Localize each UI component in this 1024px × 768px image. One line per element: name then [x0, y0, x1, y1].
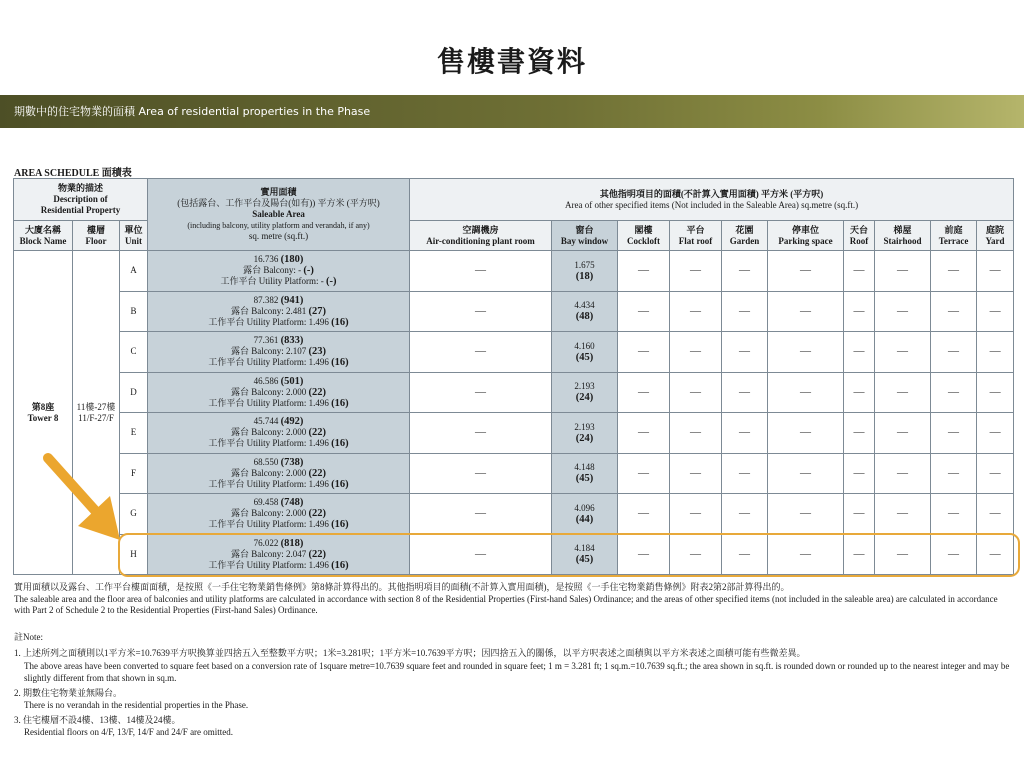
unit-cell: B — [120, 291, 148, 332]
other-item-cell: — — [670, 453, 722, 494]
other-item-cell: — — [977, 251, 1014, 292]
ac-plant-room-cell: — — [410, 534, 552, 575]
other-item-cell: — — [844, 453, 875, 494]
other-item-cell: — — [670, 332, 722, 373]
ac-plant-room-cell: — — [410, 453, 552, 494]
saleable-area-cell: 76.022 (818) 露台 Balcony: 2.047 (22) 工作平台 Utility Platform: 1.496 (16) — [148, 534, 410, 575]
bay-window-cell: 2.193 (24) — [552, 413, 618, 454]
other-item-cell: — — [875, 494, 931, 535]
table-row — [14, 372, 1014, 413]
other-item-cell: — — [844, 372, 875, 413]
other-item-cell: — — [931, 251, 977, 292]
other-item-cell: — — [977, 494, 1014, 535]
other-item-cell: — — [977, 332, 1014, 373]
item-header: 平台 Flat roof — [670, 221, 722, 251]
ac-plant-room-cell: — — [410, 332, 552, 373]
note-3-zh: 3. 住宅樓層不設4樓、13樓、14樓及24樓。 — [14, 715, 181, 725]
footnote — [14, 582, 1014, 617]
item-header: 前庭 Terrace — [931, 221, 977, 251]
other-item-cell: — — [875, 534, 931, 575]
footnote-zh: 實用面積以及露台、工作平台樓面面積，是按照《一手住宅物業銷售條例》第8條計算得出的。其他指明項目的面積(不計算入實用面積)，是按照《一手住宅物業銷售條例》附表2第2部計算得出的。 — [14, 582, 790, 592]
item-header: 窗台 Bay window — [552, 221, 618, 251]
item-header: 閣樓 Cockloft — [618, 221, 670, 251]
other-item-cell: — — [931, 372, 977, 413]
table-row — [14, 453, 1014, 494]
other-item-cell: — — [618, 453, 670, 494]
note-1-zh: 1. 上述所列之面積則以1平方米=10.7639平方呎換算並四捨五入至整數平方呎；1米=3.281呎；1平方米=10.7639平方呎；因四捨五入的關係，以平方呎表述之面積與以平方米表述之面積可能有些微差異。 — [14, 647, 806, 658]
other-item-cell: — — [931, 332, 977, 373]
bay-window-cell: 1.675 (18) — [552, 251, 618, 292]
other-item-cell: — — [931, 494, 977, 535]
other-item-cell: — — [722, 413, 768, 454]
other-item-cell: — — [844, 332, 875, 373]
other-item-cell: — — [618, 332, 670, 373]
other-item-cell: — — [931, 291, 977, 332]
floor-cell: 11樓-27樓 11/F-27/F — [73, 251, 120, 575]
unit-cell: A — [120, 251, 148, 292]
other-item-cell: — — [670, 413, 722, 454]
other-item-cell: — — [875, 332, 931, 373]
other-item-cell: — — [844, 494, 875, 535]
saleable-area-cell: 69.458 (748) 露台 Balcony: 2.000 (22) 工作平台 Utility Platform: 1.496 (16) — [148, 494, 410, 535]
orange-arrow-icon — [40, 450, 130, 550]
other-item-cell: — — [722, 332, 768, 373]
other-item-cell: — — [722, 534, 768, 575]
table-row — [14, 251, 1014, 292]
unit-cell: F — [120, 453, 148, 494]
note-2-zh: 2. 期數住宅物業並無陽台。 — [14, 688, 123, 698]
table-row — [14, 332, 1014, 373]
notes-heading: 註Note: — [14, 632, 43, 642]
other-item-cell: — — [768, 534, 844, 575]
item-header: 空調機房 Air-conditioning plant room — [410, 221, 552, 251]
unit-header: 單位 Unit — [120, 221, 148, 251]
unit-cell: C — [120, 332, 148, 373]
other-item-cell: — — [618, 291, 670, 332]
note-1-en: The above areas have been converted to square feet based on a conversion rate of 1square metre=10.7639 square feet and rounded in square feet; 1 m = 3.281 ft; 1 sq.m.=10.7639 sq.ft.; the area shown in sq.ft. is rounded down or rounded up to the nearest integer and may be slightly different from that shown in sq.m. — [24, 661, 1010, 683]
other-items-header: 其他指明項目的面積(不計算入實用面積) 平方米 (平方呎) Area of other specified items (Not included in the Saleable Area) sq.metre (sq.ft.) — [410, 179, 1014, 221]
other-item-cell: — — [618, 251, 670, 292]
saleable-area-header: 實用面積 (包括露台、工作平台及陽台(如有)) 平方米 (平方呎) Saleable Area (including balcony, utility platform and verandah, if any) sq. metre (sq.ft.) — [148, 179, 410, 251]
other-item-cell: — — [768, 251, 844, 292]
other-item-cell: — — [722, 494, 768, 535]
other-item-cell: — — [875, 453, 931, 494]
other-item-cell: — — [844, 413, 875, 454]
table-row — [14, 291, 1014, 332]
other-item-cell: — — [875, 291, 931, 332]
unit-cell: D — [120, 372, 148, 413]
other-item-cell: — — [670, 534, 722, 575]
ac-plant-room-cell: — — [410, 291, 552, 332]
block-name-cell: 第8座 Tower 8 — [14, 251, 73, 575]
table-row — [14, 413, 1014, 454]
ac-plant-room-cell: — — [410, 413, 552, 454]
unit-h-highlight-box — [118, 533, 1020, 577]
other-item-cell: — — [844, 534, 875, 575]
other-item-cell: — — [977, 413, 1014, 454]
bay-window-cell: 4.160 (45) — [552, 332, 618, 373]
other-item-cell: — — [977, 372, 1014, 413]
other-item-cell: — — [670, 494, 722, 535]
other-item-cell: — — [844, 291, 875, 332]
item-header: 停車位 Parking space — [768, 221, 844, 251]
ac-plant-room-cell: — — [410, 494, 552, 535]
other-item-cell: — — [768, 332, 844, 373]
item-header: 天台 Roof — [844, 221, 875, 251]
bay-window-cell: 2.193 (24) — [552, 372, 618, 413]
section-banner: 期數中的住宅物業的面積 Area of residential properties in the Phase — [0, 95, 1024, 128]
other-item-cell: — — [977, 534, 1014, 575]
other-item-cell: — — [618, 413, 670, 454]
other-item-cell: — — [931, 413, 977, 454]
other-item-cell: — — [768, 413, 844, 454]
other-item-cell: — — [722, 291, 768, 332]
other-item-cell: — — [875, 251, 931, 292]
other-item-cell: — — [670, 372, 722, 413]
area-schedule-table — [13, 178, 1014, 575]
ac-plant-room-cell: — — [410, 372, 552, 413]
unit-cell: H — [120, 534, 148, 575]
other-item-cell: — — [670, 291, 722, 332]
other-item-cell: — — [768, 453, 844, 494]
item-header: 庭院 Yard — [977, 221, 1014, 251]
other-item-cell: — — [722, 372, 768, 413]
saleable-area-cell: 68.550 (738) 露台 Balcony: 2.000 (22) 工作平台 Utility Platform: 1.496 (16) — [148, 453, 410, 494]
other-item-cell: — — [875, 413, 931, 454]
other-item-cell: — — [931, 453, 977, 494]
other-item-cell: — — [722, 251, 768, 292]
other-item-cell: — — [618, 494, 670, 535]
other-item-cell: — — [875, 372, 931, 413]
item-header: 梯屋 Stairhood — [875, 221, 931, 251]
saleable-area-cell: 77.361 (833) 露台 Balcony: 2.107 (23) 工作平台 Utility Platform: 1.496 (16) — [148, 332, 410, 373]
other-item-cell: — — [977, 291, 1014, 332]
saleable-area-cell: 46.586 (501) 露台 Balcony: 2.000 (22) 工作平台 Utility Platform: 1.496 (16) — [148, 372, 410, 413]
bay-window-cell: 4.184 (45) — [552, 534, 618, 575]
saleable-area-cell: 45.744 (492) 露台 Balcony: 2.000 (22) 工作平台 Utility Platform: 1.496 (16) — [148, 413, 410, 454]
schedule-title: AREA SCHEDULE 面積表 — [14, 168, 132, 179]
ac-plant-room-cell: — — [410, 251, 552, 292]
bay-window-cell: 4.148 (45) — [552, 453, 618, 494]
other-item-cell: — — [670, 251, 722, 292]
other-item-cell: — — [977, 453, 1014, 494]
item-header: 花園 Garden — [722, 221, 768, 251]
note-2-en: There is no verandah in the residential properties in the Phase. — [24, 699, 249, 710]
bay-window-cell: 4.096 (44) — [552, 494, 618, 535]
saleable-area-cell: 87.382 (941) 露台 Balcony: 2.481 (27) 工作平台 Utility Platform: 1.496 (16) — [148, 291, 410, 332]
schedule-body — [14, 251, 1014, 575]
block-name-header: 大廈名稱 Block Name — [14, 221, 73, 251]
other-item-cell: — — [768, 291, 844, 332]
other-item-cell: — — [618, 372, 670, 413]
notes-section — [14, 632, 1014, 738]
other-item-cell: — — [768, 372, 844, 413]
other-item-cell: — — [618, 534, 670, 575]
note-3-en: Residential floors on 4/F, 13/F, 14/F and 24/F are omitted. — [24, 726, 234, 737]
unit-cell: G — [120, 494, 148, 535]
other-item-cell: — — [931, 534, 977, 575]
desc-header: 物業的描述 Description of Residential Property — [14, 179, 148, 221]
unit-cell: E — [120, 413, 148, 454]
table-row — [14, 494, 1014, 535]
saleable-area-cell: 16.736 (180) 露台 Balcony: - (-) 工作平台 Utility Platform: - (-) — [148, 251, 410, 292]
other-item-cell: — — [844, 251, 875, 292]
page-title: 售樓書資料 — [436, 45, 587, 78]
floor-header: 樓層 Floor — [73, 221, 120, 251]
other-item-cell: — — [722, 453, 768, 494]
footnote-en: The saleable area and the floor area of balconies and utility platforms are calculated in accordance with section 8 of the Residential Properties (First-hand Sales) Ordinance; and the areas of other specified items (not included in the saleable area) are calculated in accordance with Part 2 of Schedule 2 to the Residential Properties (First-hand Sales) Ordinance. — [14, 593, 998, 615]
other-item-cell: — — [768, 494, 844, 535]
bay-window-cell: 4.434 (48) — [552, 291, 618, 332]
